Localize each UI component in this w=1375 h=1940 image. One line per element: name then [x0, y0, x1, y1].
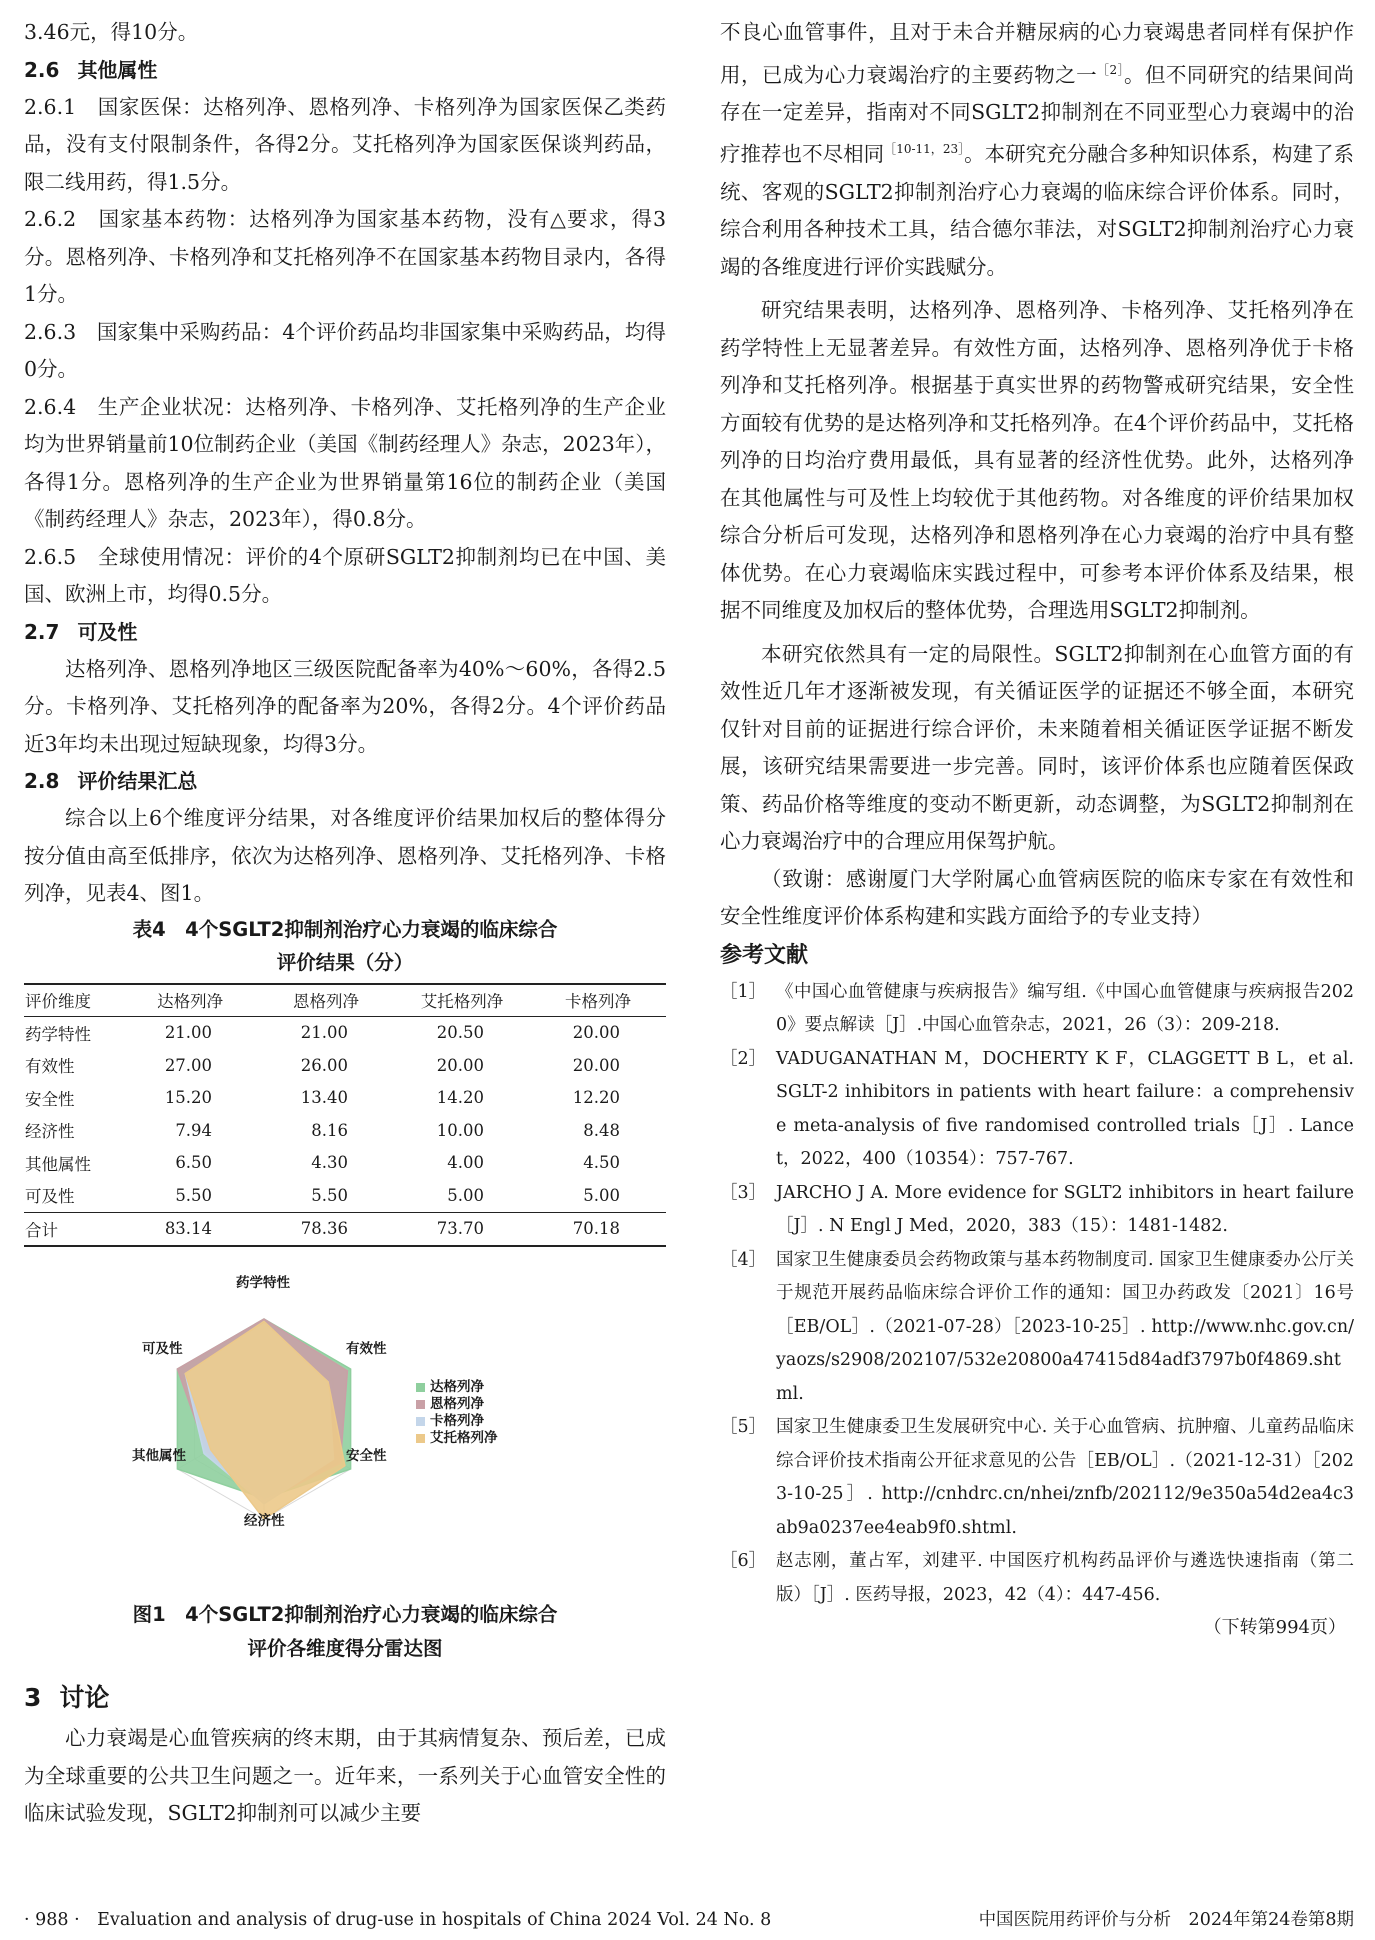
reference-item: ［4］ 国家卫生健康委员会药物政策与基本药物制度司. 国家卫生健康委办公厅关于规范开展药品临床综合评价工作的通知：国卫办药政发〔2021〕16号［EB/OL］.（2021-07-28）［2023-10-25］. http://www.nhc.gov.cn/yaozs/s2908/202107/532e20800a47415d84adf3797b0f4869.shtml.	[720, 1249, 1354, 1404]
reference-item: ［2］ VADUGANATHAN M，DOCHERTY K F，CLAGGETT B L，et al. SGLT-2 inhibitors in patients with heart failure：a comprehensive meta-analysis of five randomised controlled trials［J］. Lancet，2022，400（10354）：757-767.	[720, 1048, 1354, 1170]
paragraph-2-8: 综合以上6个维度评分结果，对各维度评价结果加权后的整体得分按分值由高至低排序，依次为达格列净、恩格列净、艾托格列净、卡格列净，见表4、图1。	[24, 806, 666, 905]
axis-label: 有效性	[346, 1341, 387, 1357]
table-row: 可及性 5.50 5.50 5.00 5.00	[25, 1185, 620, 1207]
paragraph-2-6-5: 2.6.5 全球使用情况：评价的4个原研SGLT2抑制剂均已在中国、美国、欧洲上市，均得0.5分。	[24, 544, 666, 606]
continued-note: （下转第994页）	[1203, 1617, 1346, 1639]
radar-chart-svg	[24, 1269, 666, 1594]
paragraph-2-6-4: 2.6.4 生产企业状况：达格列净、卡格列净、艾托格列净的生产企业均为世界销量前10位制药企业（美国《制药经理人》杂志，2023年），各得1分。恩格列净的生产企业为世界销量第16位的制药企业（美国《制药经理人》杂志，2023年），得0.8分。	[24, 394, 667, 531]
legend-swatch	[416, 1383, 425, 1392]
reference-item: ［6］ 赵志刚，董占军，刘建平. 中国医疗机构药品评价与遴选快速指南（第二版）［J］. 医药导报，2023，42（4）：447-456.	[720, 1551, 1354, 1605]
axis-label: 其他属性	[132, 1448, 186, 1464]
section-heading-2-6: 2.6 其他属性	[24, 57, 158, 82]
table-header: 艾托格列净	[420, 992, 504, 1011]
legend-item: 卡格列净	[416, 1413, 498, 1430]
right-column	[720, 14, 1354, 1644]
table-header: 达格列净	[157, 992, 224, 1011]
table-row: 药学特性 21.00 21.00 20.50 20.00	[25, 1023, 620, 1044]
results-table	[24, 983, 666, 1248]
citation: ［10-11，23］	[884, 142, 965, 157]
section-heading-2-8: 2.8 评价结果汇总	[24, 769, 198, 793]
legend-item: 达格列净	[416, 1379, 498, 1396]
table-caption: 表4 4个SGLT2抑制剂治疗心力衰竭的临床综合 评价结果（分）	[132, 917, 558, 974]
paragraph-2-6-1: 2.6.1 国家医保：达格列净、恩格列净、卡格列净为国家医保乙类药品，没有支付限制条件，各得2分。艾托格列净为国家医保谈判药品，限二线用药，得1.5分。	[24, 94, 666, 194]
legend-swatch	[416, 1400, 425, 1409]
reference-item: ［1］ 《中国心血管健康与疾病报告》编写组.《中国心血管健康与疾病报告2020》要点解读［J］.中国心血管杂志，2021，26（3）：209-218.	[720, 981, 1354, 1036]
table-header: 卡格列净	[565, 992, 631, 1011]
paragraph-discussion: 心力衰竭是心血管疾病的终末期，由于其病情复杂、预后差，已成为全球重要的公共卫生问题之一。近年来，一系列关于心血管安全性的临床试验发现，SGLT2抑制剂可以减少主要	[24, 1726, 666, 1825]
axis-label: 药学特性	[236, 1275, 290, 1291]
radar-chart	[24, 1269, 666, 1594]
paragraph-limitations: 本研究依然具有一定的局限性。SGLT2抑制剂在心血管方面的有效性近几年才逐渐被发现，有关循证医学的证据还不够全面，本研究仅针对目前的证据进行综合评价，未来随着相关循证医学证据不断发展，该研究结果需要进一步完善。同时，该评价体系也应随着医保政策、药品价格等维度的变动不断更新，动态调整，为SGLT2抑制剂在心力衰竭治疗中的合理应用保驾护航。	[720, 641, 1354, 854]
axis-label: 安全性	[346, 1448, 387, 1464]
paragraph: 3.46元，得10分。	[24, 20, 199, 44]
section-heading-2-7: 2.7 可及性	[24, 619, 138, 644]
table-header: 评价维度	[25, 992, 91, 1011]
left-column	[24, 14, 666, 1833]
citation: ［2］	[1097, 62, 1125, 77]
table-row: 经济性 7.94 8.16 10.00 8.48	[25, 1120, 620, 1142]
footer-right: 中国医院用药评价与分析 2024年第24卷第8期	[978, 1910, 1354, 1930]
references-heading: 参考文献	[720, 942, 809, 968]
table-row: 其他属性 6.50 4.30 4.00 4.50	[25, 1153, 620, 1174]
axis-label: 经济性	[244, 1513, 285, 1529]
reference-list	[720, 976, 1354, 1613]
legend-swatch	[416, 1417, 425, 1426]
table-total-row: 合计 83.14 78.36 73.70 70.18	[24, 1212, 666, 1246]
section-heading-3: 3 讨论	[24, 1683, 110, 1712]
chart-legend	[416, 1379, 498, 1447]
table-header: 恩格列净	[293, 992, 360, 1011]
paragraph-2-6-2: 2.6.2 国家基本药物：达格列净为国家基本药物，没有△要求，得3分。恩格列净、卡格列净和艾托格列净不在国家基本药物目录内，各得1分。	[24, 207, 666, 306]
reference-item: ［3］ JARCHO J A. More evidence for SGLT2 inhibitors in heart failure［J］. N Engl J Med，2020，383（15）：1481-1482.	[720, 1182, 1354, 1237]
axis-label: 可及性	[142, 1341, 183, 1357]
paragraph-results: 研究结果表明，达格列净、恩格列净、卡格列净、艾托格列净在药学特性上无显著差异。有效性方面，达格列净、恩格列净优于卡格列净和艾托格列净。根据基于真实世界的药物警戒研究结果，安全性方面较有优势的是达格列净和艾托格列净。在4个评价药品中，艾托格列净的日均治疗费用最低，具有显著的经济性优势。此外，达格列净在其他属性与可及性上均较优于其他药物。对各维度的评价结果加权综合分析后可发现，达格列净和恩格列净在心力衰竭的治疗中具有整体优势。在心力衰竭临床实践过程中，可参考本评价体系及结果，根据不同维度及加权后的整体优势，合理选用SGLT2抑制剂。	[720, 298, 1354, 623]
legend-item: 艾托格列净	[416, 1430, 498, 1447]
page-footer	[24, 1906, 1354, 1931]
legend-item: 恩格列净	[416, 1396, 498, 1413]
paragraph-discussion-cont: 不良心血管事件，且对于未合并糖尿病的心力衰竭患者同样有保护作用，已成为心力衰竭治疗的主要药物之一$^{[2]}$。但不同研究的结果间尚存在一定差异，指南对不同SGLT2抑制剂在不同亚型心力衰竭中的治疗推荐也不尽相同$^{[10-11,23]}$。本研究充分融合多种知识体系，构建了系统、客观的SGLT2抑制剂治疗心力衰竭的临床综合评价体系。同时，综合利用各种技术工具，结合德尔菲法，对SGLT2抑制剂治疗心力衰竭的各维度进行评价实践赋分。	[720, 20, 1355, 279]
table-row: 安全性 15.20 13.40 14.20 12.20	[25, 1088, 620, 1109]
table-header-row	[24, 984, 666, 1017]
footer-left: · 988 · Evaluation and analysis of drug-use in hospitals of China 2024 Vol. 24 No. 8	[24, 1910, 772, 1930]
acknowledgement: （致谢：感谢厦门大学附属心血管病医院的临床专家在有效性和安全性维度评价体系构建和实践方面给予的专业支持）	[720, 866, 1354, 929]
reference-item: ［5］ 国家卫生健康委卫生发展研究中心. 关于心血管病、抗肿瘤、儿童药品临床综合评价技术指南公开征求意见的公告［EB/OL］.（2021-12-31）［2023-10-25］. http://cnhdrc.cn/nhei/znfb/202112/9e350a54d2ea4c3ab9a0237ee4eab9f0.shtml.	[720, 1417, 1354, 1538]
table-row: 有效性 27.00 26.00 20.00 20.00	[25, 1055, 620, 1077]
paragraph-2-6-3: 2.6.3 国家集中采购药品：4个评价药品均非国家集中采购药品，均得0分。	[24, 319, 666, 381]
legend-swatch	[416, 1434, 425, 1443]
figure-caption: 图1 4个SGLT2抑制剂治疗心力衰竭的临床综合 评价各维度得分雷达图	[132, 1603, 558, 1660]
paragraph-2-7: 达格列净、恩格列净地区三级医院配备率为40%～60%，各得2.5分。卡格列净、艾托格列净的配备率为20%，各得2分。4个评价药品近3年均未出现过短缺现象，均得3分。	[24, 656, 666, 756]
